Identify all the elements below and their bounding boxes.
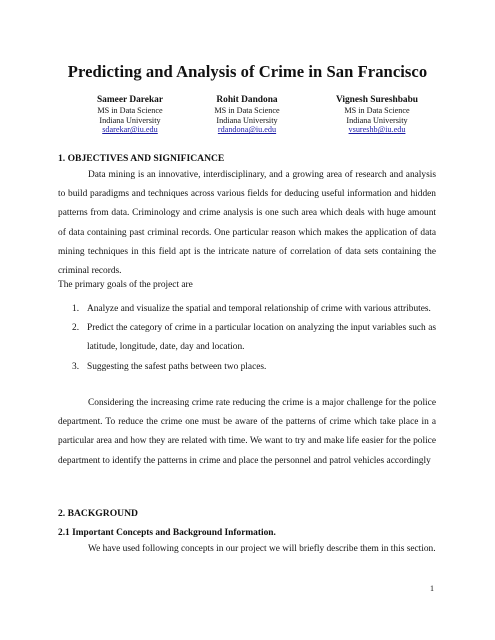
author-name: Rohit Dandona (216, 95, 278, 105)
list-item-number: 1. (72, 304, 80, 314)
list-item-number: 2. (72, 323, 80, 334)
author-university: Indiana University (99, 115, 161, 125)
list-item (58, 358, 436, 377)
list-item (58, 319, 436, 357)
author-university: Indiana University (346, 115, 408, 125)
subsection-heading: 2.1 Important Concepts and Background Information. (58, 528, 276, 538)
objectives-paragraph: Data mining is an innovative, interdisciplinary, and a growing area of research and analysis to build paradigms and techniques across various fields for deducing useful information and hidden patterns from data. Criminology and crime analysis is one such area which deals with huge amount of data containing past criminal records. One particular reason which makes the application of data mining techniques in this field apt is the intricate nature of correlation of data sets containing the criminal records. (58, 170, 436, 277)
author-program: MS in Data Science (214, 106, 280, 115)
author-block (318, 95, 436, 135)
author-program: MS in Data Science (344, 106, 410, 115)
paper-title: Predicting and Analysis of Crime in San Francisco (67, 62, 428, 81)
author-name: Vignesh Sureshbabu (335, 95, 419, 105)
motivation-paragraph: Considering the increasing crime rate reducing the crime is a major challenge for the police department. To reduce the crime one must be aware of the patterns of crime which take place in a particular area and how they are related with time. We want to try and make life easier for the police department to identify the patterns in crime and place the personnel and patrol vehicles accordingly (58, 398, 436, 466)
author-name: Sameer Darekar (96, 95, 164, 105)
list-item (58, 300, 436, 319)
list-item-text: Analyze and visualize the spatial and temporal relationship of crime with various attributes. (87, 304, 431, 314)
author-block (195, 95, 299, 135)
author-block (78, 95, 182, 135)
page-number: 1 (430, 584, 434, 593)
list-item-number: 3. (72, 361, 80, 372)
author-university: Indiana University (216, 115, 278, 125)
goals-list (58, 300, 436, 377)
list-item-text: Predict the category of crime in a particular location on analyzing the input variables such as latitude, longitude, date, day and location. (87, 323, 436, 353)
section-heading-background: 2. BACKGROUND (58, 508, 138, 519)
list-item-text: Suggesting the safest paths between two places. (87, 361, 267, 372)
background-paragraph: We have used following concepts in our project we will briefly describe them in this section. (88, 544, 436, 554)
author-email-link[interactable]: vsureshb@iu.edu (348, 125, 406, 135)
author-email-link[interactable]: sdarekar@iu.edu (102, 125, 158, 135)
section-heading-objectives: 1. OBJECTIVES AND SIGNIFICANCE (58, 153, 225, 164)
author-program: MS in Data Science (97, 106, 163, 115)
goals-intro: The primary goals of the project are (58, 280, 193, 290)
author-email-link[interactable]: rdandona@iu.edu (217, 125, 277, 135)
